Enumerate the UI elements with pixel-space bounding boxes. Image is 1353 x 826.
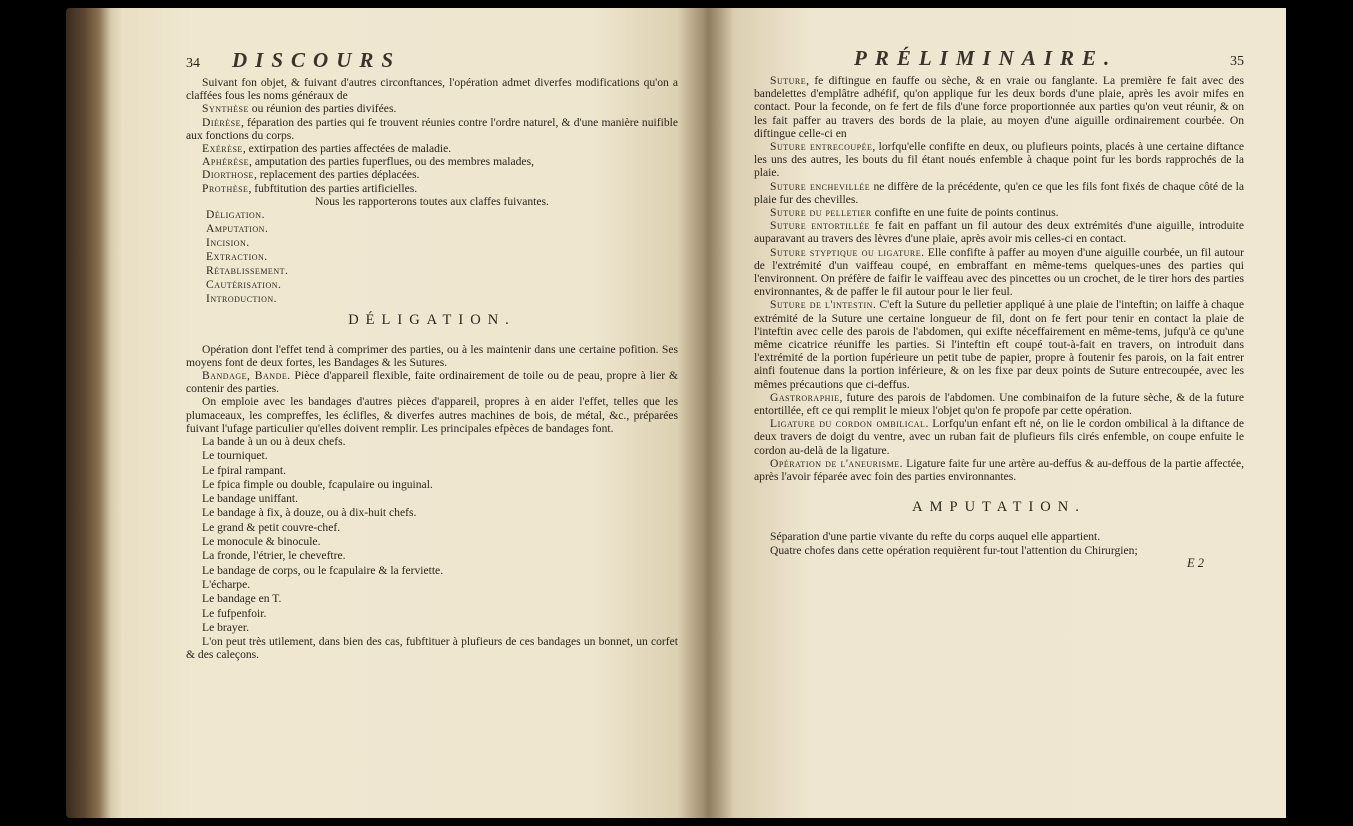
- operation-item: Amputation.: [206, 222, 269, 236]
- suture-term: Suture de l'intestin.: [770, 298, 877, 312]
- deligation-paragraph-2: On emploie avec les bandages d'autres pièces d'appareil, propres à en aider l'effet, telles que les plumaceaux, les compreffes, les éclifles, & diverfes autres machines de bois, de métal, &c., préparées fuivant l'ufage particulier qu'elles doivent remplir. Les principales efpèces de bandages font.: [186, 395, 678, 435]
- class-text: ou réunion des parties divifées.: [251, 102, 397, 116]
- bandage-definition-text: Pièce d'appareil flexible, faite ordinairement de toile ou de peau, propre à lier & contenir des parties.: [186, 368, 678, 396]
- class-term: Aphérèse: [202, 155, 250, 169]
- class-entry: [186, 116, 678, 142]
- operation-item: Introduction.: [206, 291, 278, 305]
- suture-term: Suture: [770, 74, 807, 87]
- bandage-definition: [186, 369, 678, 395]
- suture-entry: [754, 391, 1244, 417]
- suture-entry: [754, 219, 1244, 245]
- suture-entry: [754, 140, 1244, 180]
- suture-entry: [754, 180, 1244, 206]
- class-text: , féparation des parties qui fe trouvent réunies contre l'ordre naturel, & d'une manière nuifible aux fonctions du corps.: [186, 115, 678, 142]
- bandage-item: Le bandage uniffant.: [202, 492, 299, 506]
- suture-text: , future des parois de l'abdomen. Une combinaifon de la future sèche, & de la future entortillée, eft ce qui remplit le mieux l'objet qu'on fe propofe par cette opération.: [754, 390, 1244, 418]
- suture-term: Suture entrecoupée: [770, 140, 873, 154]
- class-term: Synthèse: [202, 102, 249, 116]
- suture-term: Suture entortillée: [770, 219, 870, 233]
- intro-paragraph: Suivant fon objet, & fuivant d'autres circonftances, l'opération admet diverfes modifications qu'on a claffées fous les noms généraux de: [186, 76, 678, 103]
- right-page-number: 35: [1230, 54, 1244, 69]
- suture-text: Lorfqu'un enfant eft né, on lie le cordon ombilical à la diftance de deux travers de doigt du ventre, avec un ruban fait de plufieurs fils cirés enfemble, on coupe enfuite le cordon au-delà de la ligature.: [754, 417, 1244, 457]
- bandage-item: L'écharpe.: [202, 577, 251, 591]
- book-edge: [66, 8, 126, 818]
- right-running-head: [754, 46, 1244, 74]
- suture-text: , lorfqu'elle confifte en deux, ou plufieurs points, placés à une certaine diftance les uns des autres, les bouts du fil étant noués enfemble à chaque point fur les bords rapprochés de la plaie.: [754, 140, 1244, 180]
- bandage-item: Le bandage à fix, à douze, ou à dix-huit chefs.: [202, 506, 417, 520]
- bandage-item: Le monocule & binocule.: [202, 535, 321, 549]
- suture-text: , fe diftingue en fauffe ou sèche, & en vraie ou fanglante. La première fe fait avec des bandelettes d'emplâtre adhéfif, qu'on applique fur les deux bords d'une plaie, après les avoir mifes en contact. Pour la feconde, on fe fert de fils d'une force proportionnée aux parties qu'on veut réunir, & on les fait paffer au travers des bords de la plaie, au moyen d'une aiguille ordinairement courbée. On diftingue celle-ci en: [754, 74, 1244, 140]
- bandage-item: La fronde, l'étrier, le cheveftre.: [202, 549, 346, 563]
- class-term: Prothèse: [202, 181, 249, 195]
- amputation-paragraph: Séparation d'une partie vivante du refte du corps auquel elle appartient.: [770, 530, 1101, 544]
- suture-entry: [754, 246, 1244, 299]
- suture-text: confifte en une fuite de points continus.: [871, 206, 1059, 220]
- suture-term: Gastroraphie: [770, 390, 840, 404]
- suture-text: C'eft la Suture du pelletier appliqué à une plaie de l'inteftin; on laiffe à chaque extrémité de la Suture une certaine longueur de fil, dont on fe fert pour tenir en contact la plaie de l'inteftin avec celle des parois de l'abdomen, qui exifte néceffairement en même-tems, jufqu'à ce qu'une même cicatrice réuniffe les parties. Si l'inteftin eft coupé tout-à-fait en travers, on introduit dans l'extrémité de la portion fupérieure un petit tube de papier, propre à foutenir fes parois, on la fait entrer ainfi foutenue dans la portion inférieure, & on les fixe par deux points de Suture entrecoupée, avec les mêmes précautions que ci-deffus.: [754, 298, 1244, 391]
- operation-item: Rétablissement.: [206, 263, 289, 277]
- suture-entry: [754, 417, 1244, 457]
- operation-item: Cautérisation.: [206, 277, 282, 291]
- suture-term: Suture styptique ou ligature.: [770, 245, 925, 259]
- class-entry: [186, 155, 678, 168]
- operation-item: Déligation.: [206, 208, 265, 222]
- bandage-term: Bandage, Bande.: [202, 368, 291, 382]
- class-entry: [186, 142, 678, 155]
- amputation-paragraph-2: Quatre chofes dans cette opération requièrent fur-tout l'attention du Chirurgien;: [770, 543, 1138, 557]
- suture-text: Ligature faite fur une artère au-deffus & au-deffous de la partie affectée, après l'avoir féparée avec foin des parties environnantes.: [754, 456, 1245, 484]
- class-term: Diorthose: [202, 168, 254, 182]
- operation-item: Incision.: [206, 236, 250, 250]
- class-entry: [186, 182, 678, 195]
- class-text: , extirpation des parties affectées de maladie.: [242, 142, 452, 156]
- left-page-number: 34: [186, 56, 200, 71]
- class-entry: [186, 102, 678, 115]
- bandage-item: La bande à un ou à deux chefs.: [202, 435, 346, 448]
- class-term: Exérèse: [202, 142, 243, 156]
- bandage-item: Le tourniquet.: [202, 449, 268, 463]
- class-term: Diérèse: [202, 115, 241, 129]
- class-entry: [186, 168, 678, 181]
- bandage-item: Le bandage en T.: [202, 592, 282, 606]
- suture-text: ne diffère de la précédente, qu'en ce que les fils font fixés de chaque côté de la plaie fur des chevilles.: [754, 179, 1245, 206]
- suture-term: Suture du pelletier: [770, 206, 872, 220]
- bandage-item: Le bandage de corps, ou le fcapulaire & la ferviette.: [202, 563, 444, 577]
- suture-entry: [754, 457, 1244, 483]
- bandage-item: Le brayer.: [202, 620, 249, 634]
- bandage-item: Le fpica fimple ou double, fcapulaire ou inguinal.: [202, 477, 433, 491]
- class-text: , amputation des parties fuperflues, ou des membres malades,: [249, 155, 534, 169]
- amputation-heading: AMPUTATION.: [912, 499, 1086, 516]
- signature-mark: E 2: [1186, 555, 1204, 570]
- class-text: , fubftitution des parties artificielles.: [248, 181, 418, 195]
- suture-entry: [754, 206, 1244, 219]
- deligation-paragraph: Opération dont l'effet tend à comprimer des parties, ou à les maintenir dans une certaine pofition. Ses moyens font de deux fortes, les Bandages & les Sutures.: [186, 342, 678, 369]
- suture-term: Suture enchevillée: [770, 179, 871, 193]
- right-running-title: PRÉLIMINAIRE.: [854, 46, 1118, 70]
- bandage-item: Le fufpenfoir.: [202, 606, 267, 620]
- bandage-item: Le fpiral rampant.: [202, 463, 287, 477]
- operation-item: Extraction.: [206, 249, 268, 263]
- bandage-item: Le grand & petit couvre-chef.: [202, 520, 341, 534]
- suture-text: Elle confifte à paffer au moyen d'une aiguille courbée, un fil autour de l'extrémité d'un vaiffeau coupé, en embraffant en même-tems quelques-unes des parties qui l'environnent. On préfère de faifir le vaiffeau avec des pincettes ou un crochet, de le tirer hors des parties environnantes, & de paffer le fil autour pour le lier feul.: [754, 245, 1244, 299]
- right-page: [706, 8, 1286, 818]
- rapport-line: Nous les rapporterons toutes aux claffes fuivantes.: [315, 194, 549, 208]
- left-running-head: [186, 48, 678, 76]
- class-text: , replacement des parties déplacées.: [253, 168, 420, 182]
- left-running-title: DISCOURS: [232, 48, 402, 72]
- suture-term: Opération de l'aneurisme.: [770, 456, 903, 470]
- left-page: [124, 8, 706, 818]
- deligation-heading: DÉLIGATION.: [348, 311, 516, 328]
- suture-text: fe fait en paffant un fil autour des deux extrémités d'une aiguille, introduite auparavant au travers des lèvres d'une plaie, après avoir mis celles-ci en contact.: [754, 219, 1244, 246]
- open-book: [66, 8, 1286, 818]
- suture-term: Ligature du cordon ombilical.: [770, 417, 929, 431]
- suture-entry: [754, 74, 1244, 140]
- suture-entry: [754, 298, 1244, 390]
- closing-paragraph: L'on peut très utilement, dans bien des cas, fubftituer à plufieurs de ces bandages un bonnet, un corfet & des caleçons.: [186, 635, 678, 662]
